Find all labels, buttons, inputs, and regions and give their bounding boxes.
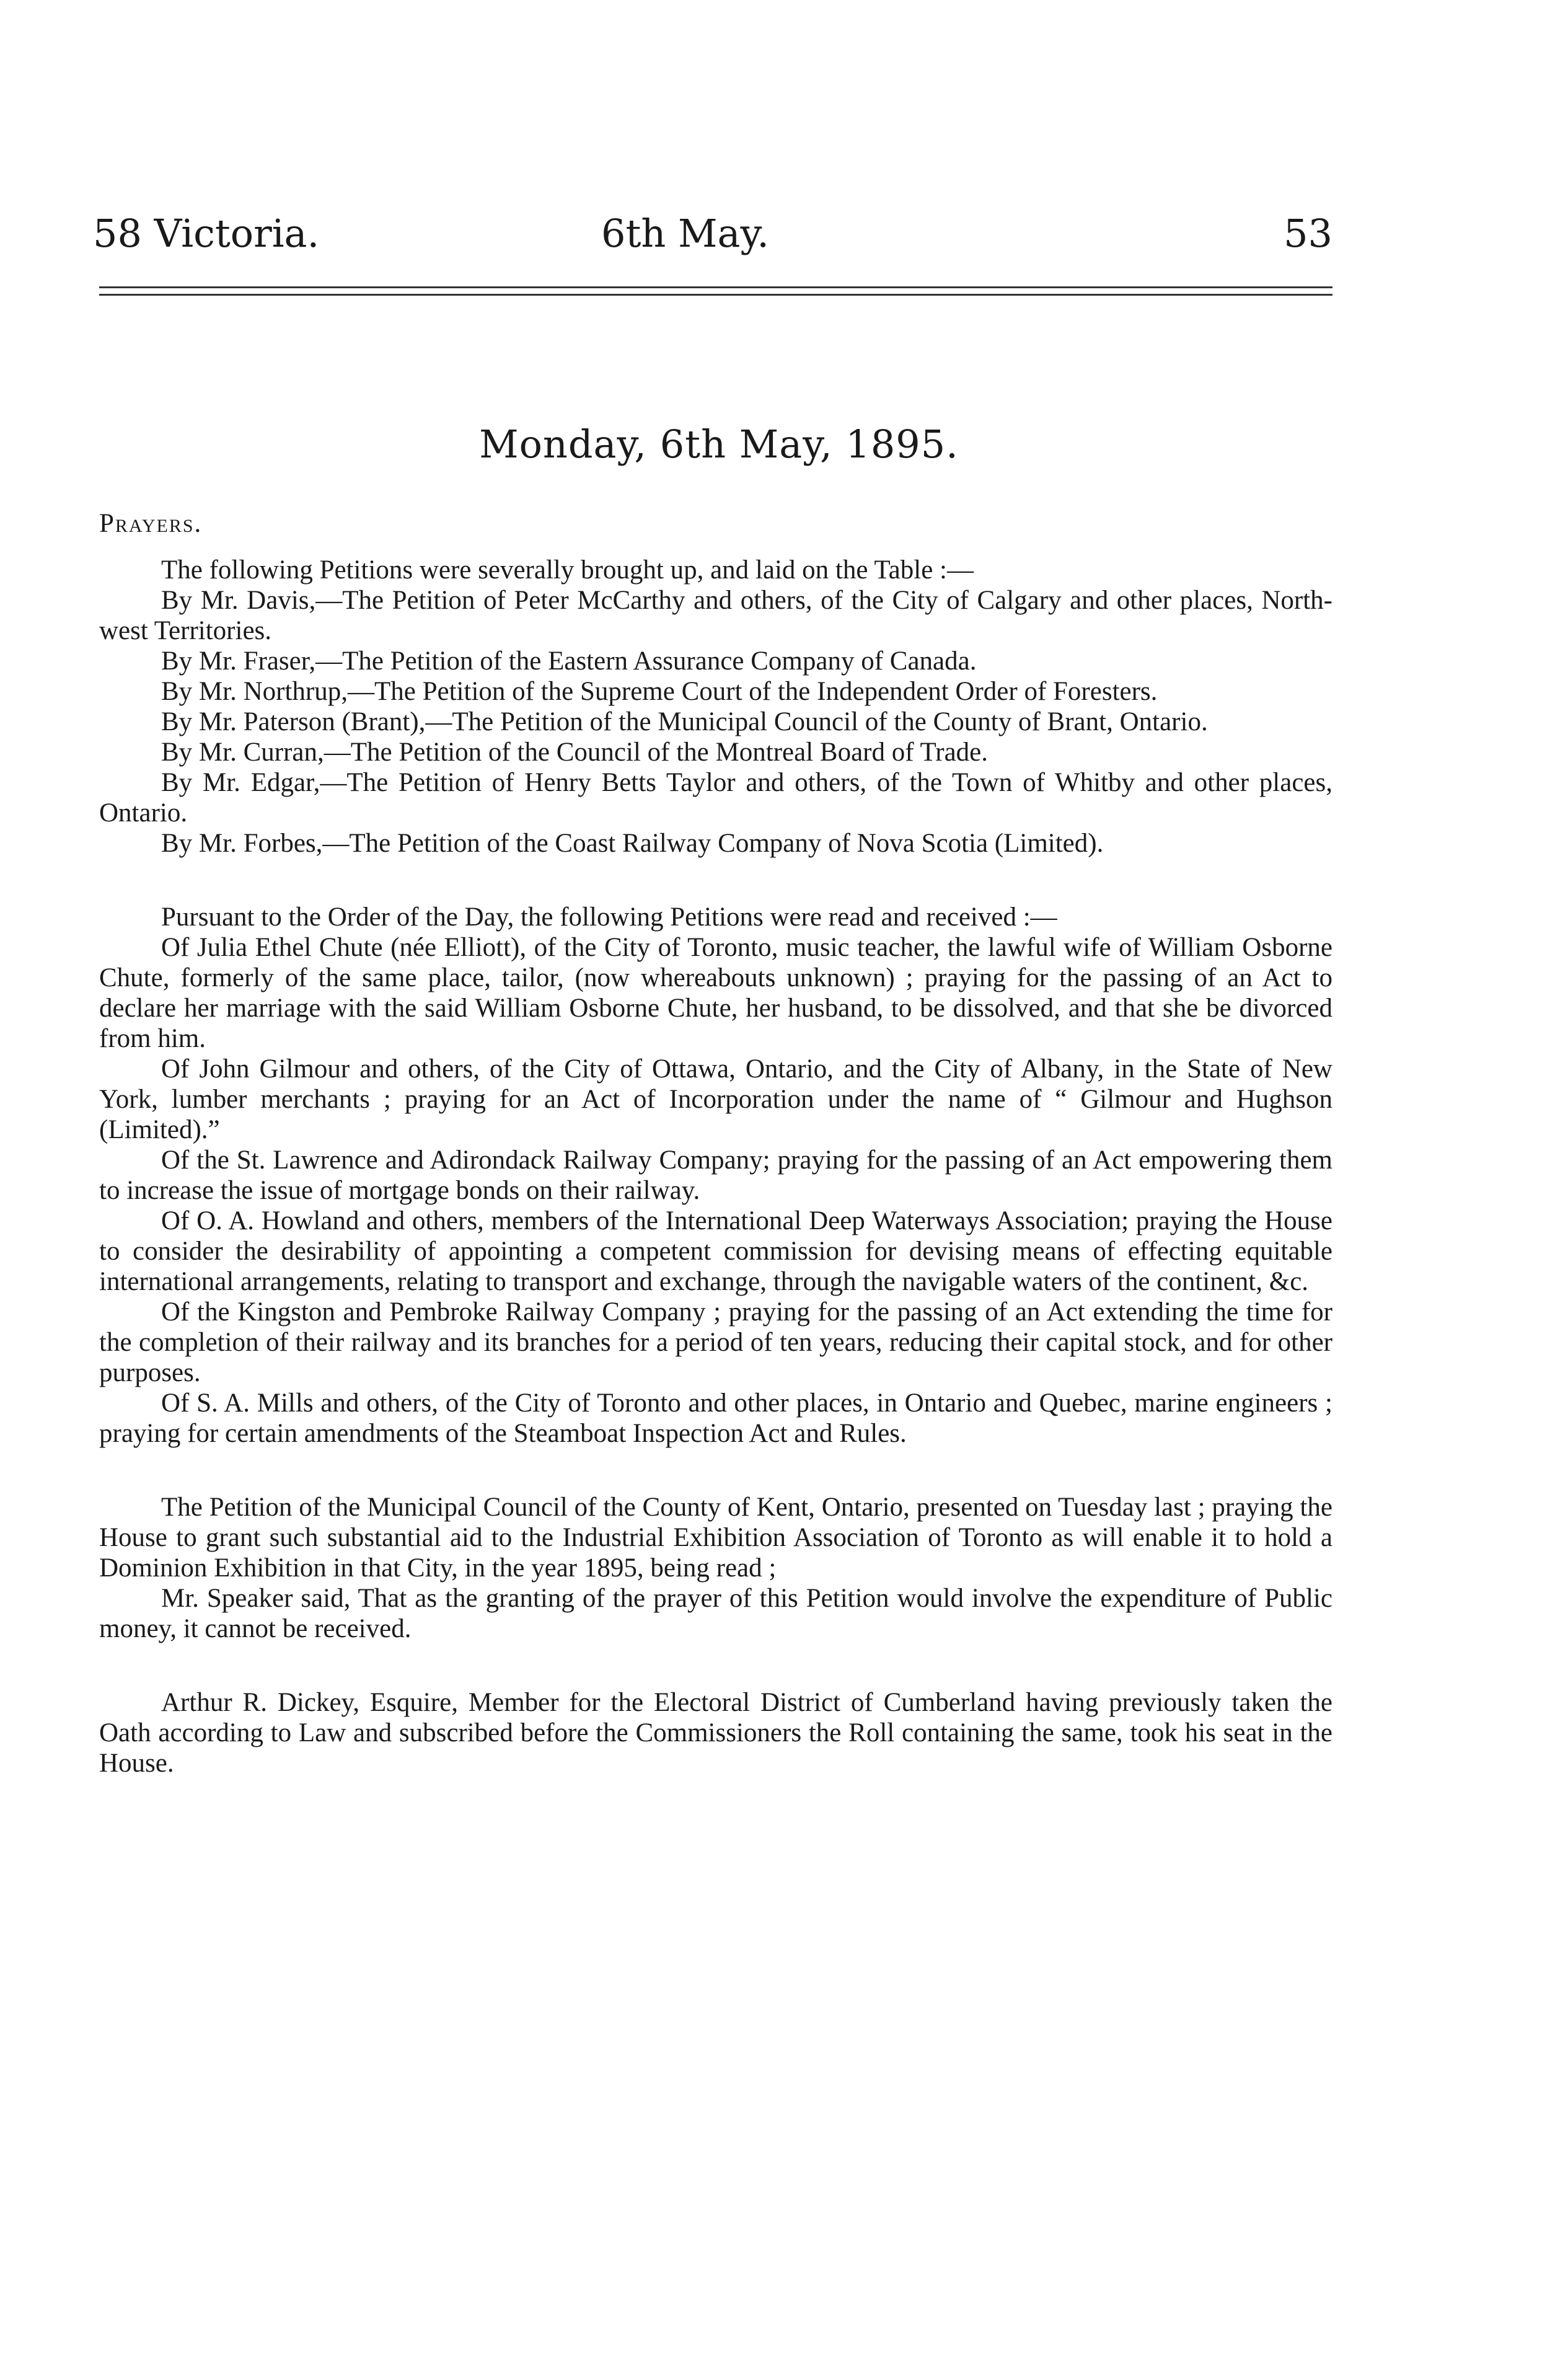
petition-howland: Of O. A. Howland and others, members of the International Deep Waterways Association; praying the House to consider the desirability of appointing a competent commission for devising means of effecting equitable international arrangements, relating to transport and exchange, through the navigable waters of the continent, &c. — [99, 1206, 1332, 1296]
order-of-day-intro: Pursuant to the Order of the Day, the following Petitions were read and received :— — [161, 903, 1057, 932]
petition-kingston: Of the Kingston and Pembroke Railway Company ; praying for the passing of an Act extending the time for the completion of their railway and its branches for a period of ten years, reducing their capital stock, and for other purposes. — [99, 1297, 1332, 1387]
petition-northrup: By Mr. Northrup,—The Petition of the Supreme Court of the Independent Order of Foresters. — [161, 677, 1158, 706]
header-date: 6th May. — [601, 211, 769, 256]
journal-body — [99, 508, 1332, 1778]
header-session: 58 Victoria. — [93, 211, 320, 256]
petitions-intro: The following Petitions were severally brought up, and laid on the Table :— — [161, 555, 974, 585]
petition-gilmour: Of John Gilmour and others, of the City of Ottawa, Ontario, and the City of Albany, in the State of New York, lumber merchants ; praying for an Act of Incorporation under the name of “ Gilmour and Hughson (Limited).” — [99, 1054, 1332, 1144]
header-rule-top — [99, 286, 1332, 288]
sitting-title: Monday, 6th May, 1895. — [479, 422, 959, 467]
speaker-ruling: Mr. Speaker said, That as the granting of the prayer of this Petition would involve the expenditure of Public money, it cannot be received. — [99, 1584, 1332, 1643]
header-rule-bottom — [99, 294, 1332, 296]
petition-edgar: By Mr. Edgar,—The Petition of Henry Betts Taylor and others, of the Town of Whitby and other places, Ontario. — [99, 768, 1332, 828]
petition-kent: The Petition of the Municipal Council of the County of Kent, Ontario, presented on Tuesday last ; praying the House to grant such substantial aid to the Industrial Exhibition Association of Toronto as will enable it to hold a Dominion Exhibition in that City, in the year 1895, being read ; — [99, 1493, 1332, 1583]
petition-davis: By Mr. Davis,—The Petition of Peter McCarthy and others, of the City of Calgary and other places, North-west Territories. — [99, 586, 1332, 645]
member-seated: Arthur R. Dickey, Esquire, Member for the Electoral District of Cumberland having previously taken the Oath according to Law and subscribed before the Commissioners the Roll containing the same, took his seat in the House. — [99, 1688, 1332, 1778]
petition-chute: Of Julia Ethel Chute (née Elliott), of the City of Toronto, music teacher, the lawful wife of William Osborne Chute, formerly of the same place, tailor, (now whereabouts unknown) ; praying for the passing of an Act to declare her marriage with the said William Osborne Chute, her husband, to be dissolved, and that she be divorced from him. — [99, 933, 1332, 1053]
petition-st-lawrence: Of the St. Lawrence and Adirondack Railway Company; praying for the passing of an Act empowering them to increase the issue of mortgage bonds on their railway. — [99, 1146, 1332, 1205]
prayers-heading: Prayers. — [99, 509, 203, 538]
petition-fraser: By Mr. Fraser,—The Petition of the Eastern Assurance Company of Canada. — [161, 647, 977, 676]
running-header — [93, 211, 1332, 273]
petition-forbes: By Mr. Forbes,—The Petition of the Coast Railway Company of Nova Scotia (Limited). — [161, 829, 1104, 858]
page-number: 53 — [1284, 211, 1332, 256]
petition-mills: Of S. A. Mills and others, of the City of Toronto and other places, in Ontario and Quebec, marine engineers ; praying for certain amendments of the Steamboat Inspection Act and Rules. — [99, 1389, 1332, 1448]
petition-curran: By Mr. Curran,—The Petition of the Council of the Montreal Board of Trade. — [161, 738, 989, 767]
petition-paterson: By Mr. Paterson (Brant),—The Petition of the Municipal Council of the County of Brant, Ontario. — [161, 707, 1208, 736]
